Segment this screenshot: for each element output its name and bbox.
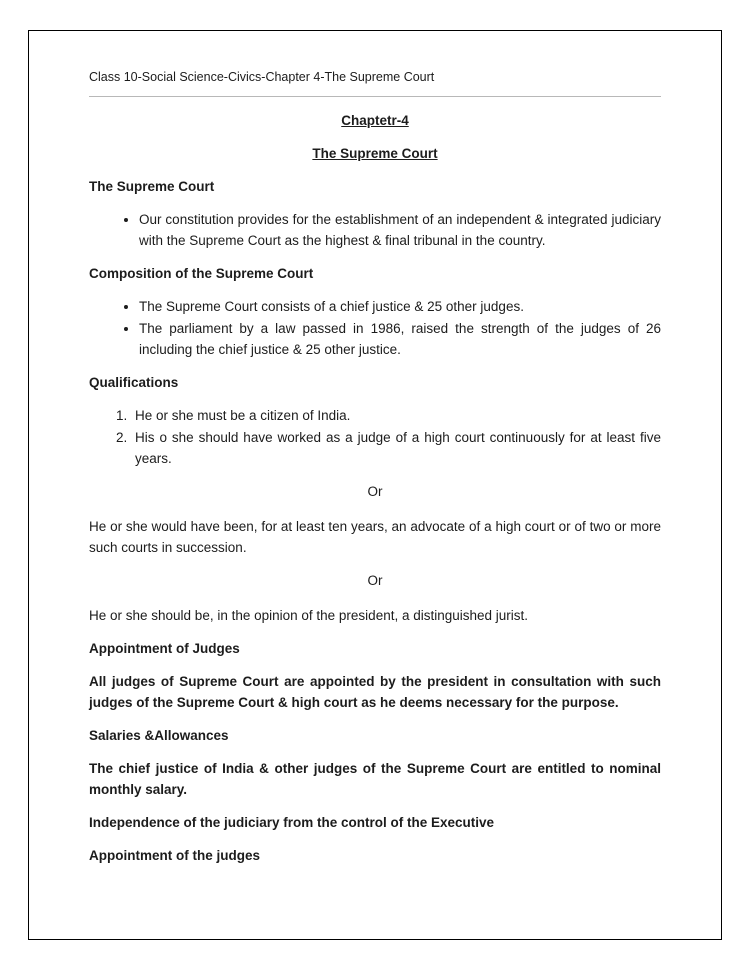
numbered-item: 1. He or she must be a citizen of India.: [131, 405, 661, 426]
paragraph-jurist: He or she should be, in the opinion of the president, a distinguished jurist.: [89, 608, 529, 623]
section-heading-qualifications: Qualifications: [89, 375, 179, 390]
paragraph-appointment: All judges of Supreme Court are appointed by the president in consultation with such judges of the Supreme Court & high court as he deems necessary for the purpose.: [89, 674, 661, 710]
document-header: Class 10-Social Science-Civics-Chapter 4-The Supreme Court: [89, 70, 435, 84]
bullet-item: • The Supreme Court consists of a chief justice & 25 other judges.: [139, 296, 661, 317]
section-heading-independence: Independence of the judiciary from the control of the Executive: [89, 815, 495, 830]
chapter-subtitle: The Supreme Court: [312, 146, 438, 161]
section-heading-supreme-court: The Supreme Court: [89, 179, 215, 194]
bullet-list-constitution: [89, 209, 661, 251]
paragraph-salaries: The chief justice of India & other judges of the Supreme Court are entitled to nominal monthly salary.: [89, 761, 661, 797]
document-content: [29, 31, 721, 866]
paragraph-advocate: He or she would have been, for at least ten years, an advocate of a high court or of two or more such courts in succession.: [89, 519, 661, 555]
page-border: [28, 30, 722, 940]
bullet-list-composition: [89, 296, 661, 360]
or-separator: Or: [367, 573, 383, 588]
header-divider: [89, 96, 661, 97]
numbered-item: 2. His o she should have worked as a judge of a high court continuously for at least five years.: [131, 427, 661, 469]
numbered-list-qualifications: [89, 405, 661, 469]
section-heading-composition: Composition of the Supreme Court: [89, 266, 314, 281]
section-heading-appointment-judges: Appointment of the judges: [89, 848, 260, 863]
or-separator: Or: [367, 484, 383, 499]
bullet-item: • Our constitution provides for the establishment of an independent & integrated judiciary with the Supreme Court as the highest & final tribunal in the country.: [139, 209, 661, 251]
chapter-title: Chaptetr-4: [341, 113, 409, 128]
section-heading-appointment: Appointment of Judges: [89, 641, 240, 656]
section-heading-salaries: Salaries &Allowances: [89, 728, 229, 743]
bullet-item: • The parliament by a law passed in 1986, raised the strength of the judges of 26 including the chief justice & 25 other justice.: [139, 318, 661, 360]
